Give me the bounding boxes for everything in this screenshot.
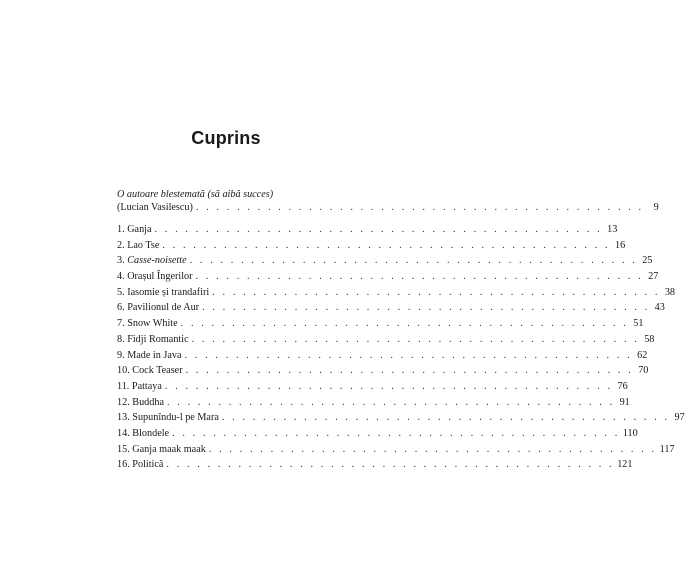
page-number: 13 — [607, 224, 618, 235]
toc-row — [117, 254, 653, 270]
page-number: 117 — [659, 443, 675, 455]
toc-row — [117, 396, 630, 412]
entry-label — [117, 254, 190, 267]
entry-label: 14. Blondele — [117, 427, 170, 439]
dot-leader: . . . . . . . . . . . . . . . . . . . . . . . . . . . . . . . . . . . . . . . . . . . . — [221, 412, 670, 424]
page-number: 110 — [622, 427, 638, 439]
page-number: 121 — [617, 459, 633, 471]
dot-leader: . . . . . . . . . . . . . . . . . . . . . . . . . . . . . . . . . . . . . . . . . . . . — [180, 318, 629, 330]
page-number: 27 — [648, 271, 659, 283]
entry-label: 6. Pavilionul de Aur — [117, 302, 200, 314]
page-number: 43 — [654, 302, 665, 314]
entry-label: 11. Pattaya — [117, 380, 162, 392]
toc-row — [117, 201, 659, 214]
toc-row — [117, 270, 659, 286]
page-number: 62 — [637, 349, 648, 361]
page-number: 97 — [674, 412, 685, 424]
dot-leader: . . . . . . . . . . . . . . . . . . . . . . . . . . . . . . . . . . . . . . . . . . . . — [208, 443, 657, 455]
dot-leader: . . . . . . . . . . . . . . . . . . . . . . . . . . . . . . . . . . . . . . . . . . . . — [184, 349, 633, 361]
entry-label: 13. Supunîndu-l pe Mara — [117, 412, 219, 424]
page-number: 16 — [614, 239, 626, 251]
page-number: 51 — [633, 318, 644, 330]
entry-label: 15. Ganja maak maak — [117, 443, 206, 455]
page-number: 38 — [664, 286, 676, 298]
dot-leader: . . . . . . . . . . . . . . . . . . . . . . . . . . . . . . . . . . . . . . . . . . . . — [212, 286, 661, 298]
table-of-contents — [117, 188, 685, 474]
entry-label: 12. Buddha — [117, 396, 164, 408]
entry-title: Casse-noisette — [127, 255, 187, 267]
toc-row — [117, 458, 633, 474]
toc-row — [117, 349, 648, 365]
page-number: 76 — [617, 380, 628, 392]
toc-row — [117, 286, 676, 302]
entry-label: (Lucian Vasilescu) — [117, 202, 193, 213]
page-title: Cuprins — [191, 128, 261, 148]
entry-label: 16. Politică — [117, 459, 164, 471]
page-number: 9 — [653, 202, 659, 213]
dot-leader: . . . . . . . . . . . . . . . . . . . . . . . . . . . . . . . . . . . . . . . . . . . . — [166, 459, 615, 471]
dot-leader: . . . . . . . . . . . . . . . . . . . . . . . . . . . . . . . . . . . . . . . . . . . . — [162, 239, 611, 251]
toc-row — [117, 301, 665, 317]
dot-leader: . . . . . . . . . . . . . . . . . . . . . . . . . . . . . . . . . . . . . . . . . . . . — [166, 396, 615, 408]
dot-leader: . . . . . . . . . . . . . . . . . . . . . . . . . . . . . . . . . . . . . . . . . . . . — [172, 427, 620, 439]
entry-label: 10. Cock Teaser — [117, 365, 183, 377]
dot-leader: . . . . . . . . . . . . . . . . . . . . . . . . . . . . . . . . . . . . . . . . . . . . — [185, 365, 634, 377]
entry-label: 9. Made in Java — [117, 349, 182, 361]
dot-leader: . . . . . . . . . . . . . . . . . . . . . . . . . . . . . . . . . . . . . . . . . . . . — [189, 255, 638, 267]
entry-label: 2. Lao Tse — [117, 239, 160, 251]
toc-row — [117, 411, 685, 427]
dot-leader: . . . . . . . . . . . . . . . . . . . . . . . . . . . . . . . . . . . . . . . . . . . . — [191, 333, 640, 345]
entry-label: 1. Ganja — [117, 224, 152, 235]
entry-label: 8. Fidji Romantic — [117, 333, 189, 345]
toc-row — [117, 223, 618, 239]
entry-number: 3. — [117, 255, 128, 267]
dot-leader: . . . . . . . . . . . . . . . . . . . . . . . . . . . . . . . . . . . . . . . . . . . . — [164, 380, 613, 392]
page-number: 58 — [644, 333, 655, 345]
toc-row — [117, 317, 644, 333]
toc-row — [117, 443, 675, 459]
toc-row — [117, 239, 626, 255]
toc-row — [117, 333, 655, 349]
intro-title: O autoare blestemată (să aibă succes) — [117, 189, 274, 200]
entry-label: 4. Orașul Îngerilor — [117, 271, 193, 283]
page-number: 70 — [638, 365, 649, 377]
toc-row — [117, 364, 649, 380]
intro-entry — [117, 188, 659, 214]
dot-leader: . . . . . . . . . . . . . . . . . . . . . . . . . . . . . . . . . . . . . . . . . . . . — [154, 224, 603, 235]
toc-row — [117, 380, 628, 396]
dot-leader: . . . . . . . . . . . . . . . . . . . . . . . . . . . . . . . . . . . . . . . . . . . . — [195, 202, 644, 213]
toc-row — [117, 427, 638, 443]
entry-label: 5. Iasomie și trandafiri — [117, 286, 210, 298]
dot-leader: . . . . . . . . . . . . . . . . . . . . . . . . . . . . . . . . . . . . . . . . . . . . — [202, 302, 650, 314]
entry-label: 7. Snow White — [117, 318, 178, 330]
dot-leader: . . . . . . . . . . . . . . . . . . . . . . . . . . . . . . . . . . . . . . . . . . . . — [195, 271, 644, 283]
page-number: 91 — [619, 396, 630, 408]
page-number: 25 — [642, 255, 653, 267]
chapter-list — [117, 223, 685, 474]
